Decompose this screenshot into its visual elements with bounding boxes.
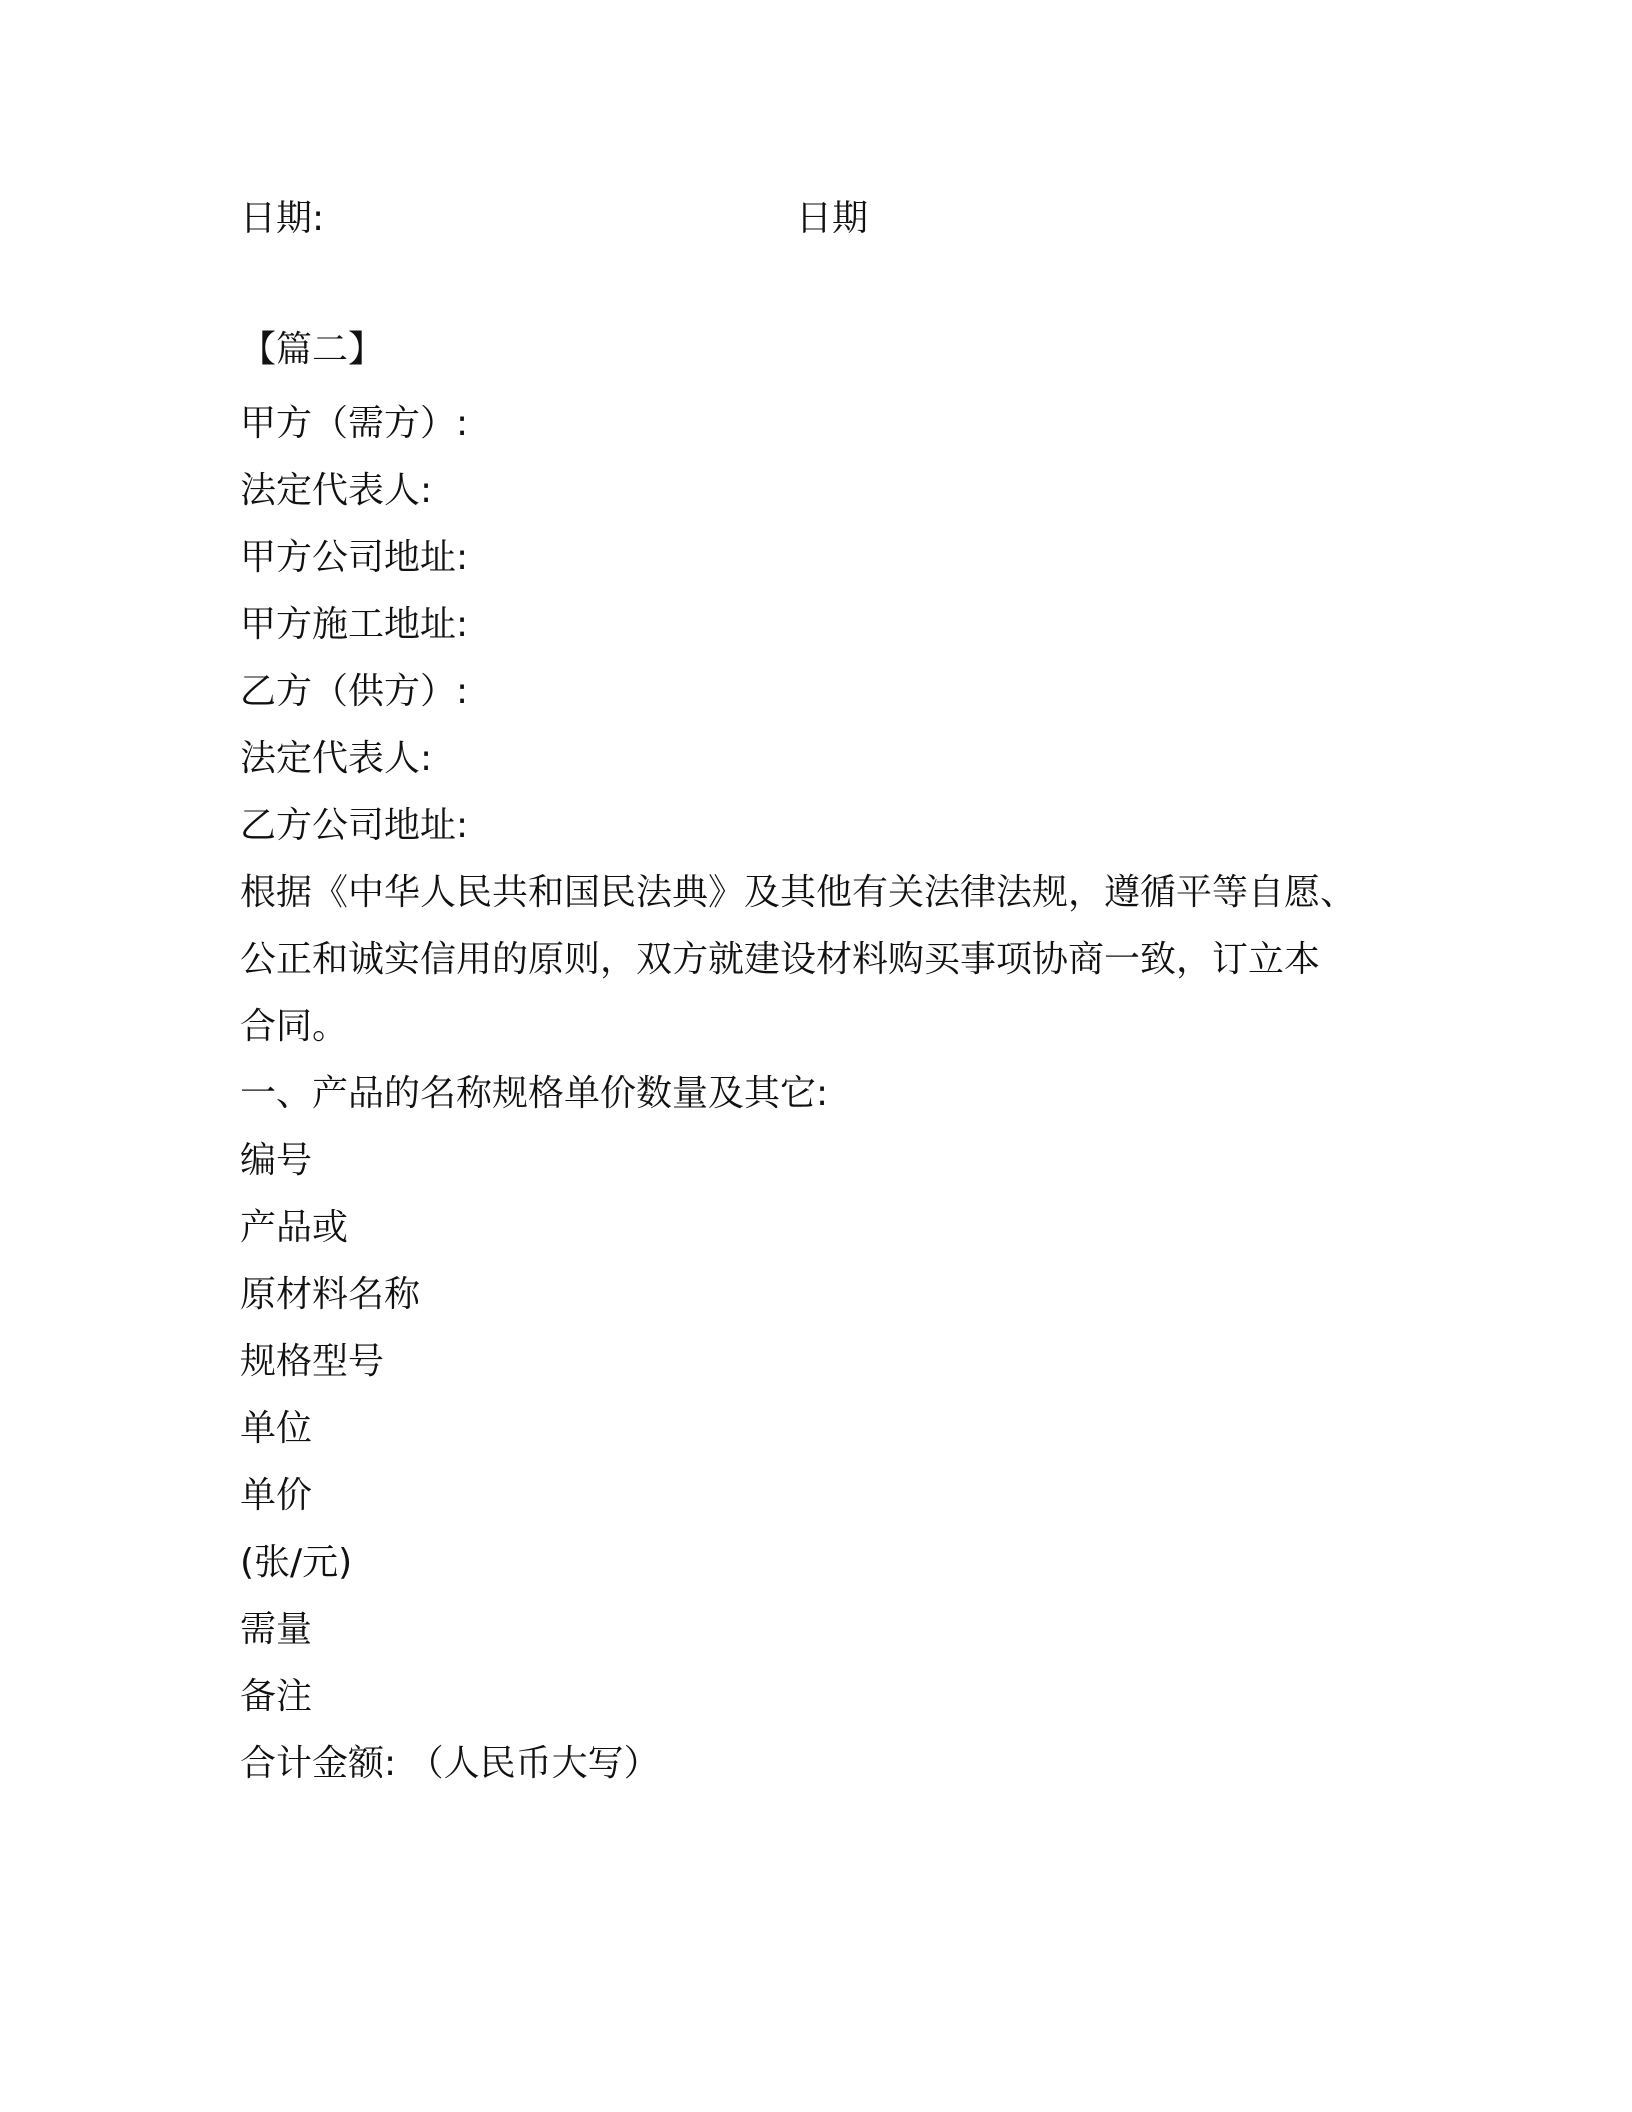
date-label-right: 日期 [796, 198, 869, 239]
preamble-line-1: 根据《中华人民共和国民法典》及其他有关法律法规，遵循平等自愿、 [240, 872, 1357, 913]
party-b-legal-rep-line: 法定代表人: [240, 738, 433, 779]
field-number: 编号 [240, 1140, 313, 1181]
party-a-legal-rep-line: 法定代表人: [240, 470, 433, 511]
party-b-line: 乙方（供方）: [240, 671, 469, 712]
field-remarks: 备注 [240, 1676, 313, 1717]
party-a-site-address-line: 甲方施工地址: [240, 604, 469, 645]
party-a-company-address-line: 甲方公司地址: [240, 537, 469, 578]
field-quantity: 需量 [240, 1609, 313, 1650]
preamble-line-2: 公正和诚实信用的原则，双方就建设材料购买事项协商一致，订立本 [240, 939, 1321, 980]
clause-one-heading: 一、产品的名称规格单价数量及其它: [240, 1073, 829, 1114]
field-product-or: 产品或 [240, 1207, 349, 1248]
party-b-company-address-line: 乙方公司地址: [240, 805, 469, 846]
preamble-line-3: 合同。 [240, 1006, 349, 1047]
contract-body [240, 390, 1400, 1797]
signature-date-row [240, 192, 1440, 246]
section-heading: 【篇二】 [240, 329, 385, 370]
field-raw-material-name: 原材料名称 [240, 1274, 421, 1315]
total-amount-line: 合计金额: （人民币大写） [240, 1743, 660, 1784]
field-price-unit-note: (张/元) [240, 1542, 353, 1583]
field-spec-model: 规格型号 [240, 1341, 385, 1382]
date-label-left: 日期: [240, 198, 325, 239]
party-a-line: 甲方（需方）: [240, 403, 469, 444]
field-unit: 单位 [240, 1408, 313, 1449]
field-unit-price: 单价 [240, 1475, 313, 1516]
